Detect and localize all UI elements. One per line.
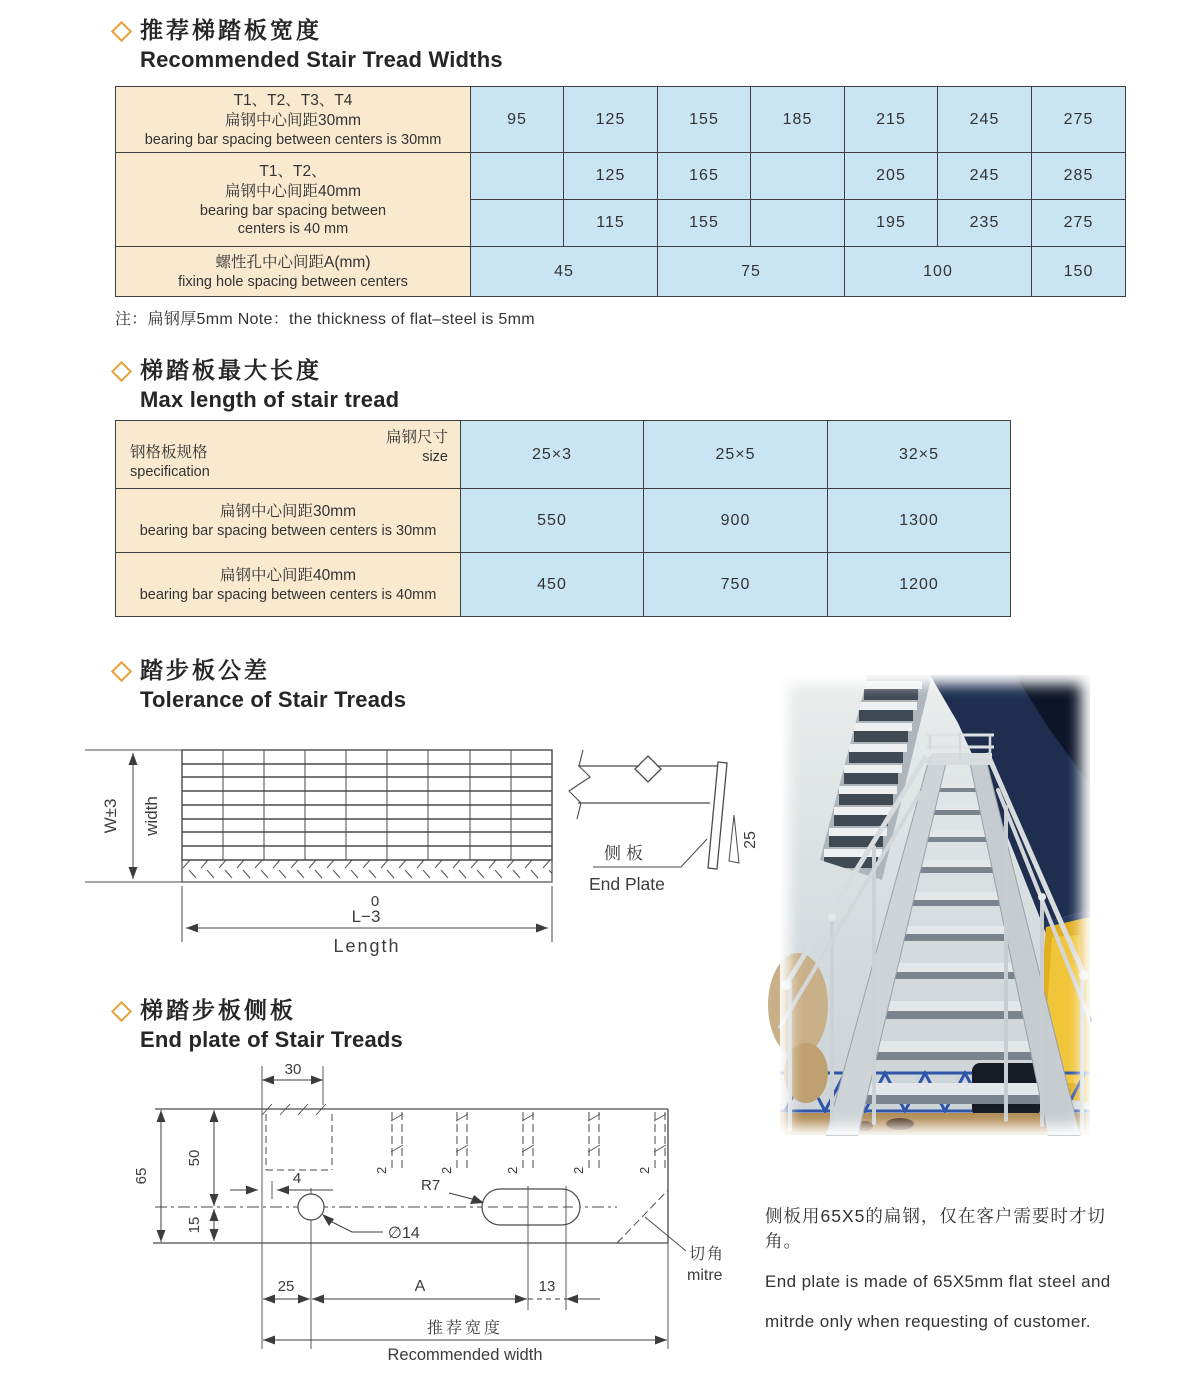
value-cell: 185 (751, 87, 845, 153)
value-cell: 1200 (828, 553, 1011, 617)
end-plate-shape (708, 762, 727, 869)
value-cell: 285 (1032, 153, 1126, 200)
dim-15: 15 (186, 1216, 203, 1234)
value-cell: 95 (471, 87, 564, 153)
plate-thickness-dim: 25 (742, 831, 759, 849)
dim-dia14: ∅14 (388, 1225, 420, 1242)
value-cell: 235 (938, 200, 1032, 247)
row-header-cell (116, 87, 471, 153)
value-cell: 550 (461, 489, 644, 553)
section-end-plate (114, 996, 403, 1054)
wedge-mark (729, 815, 739, 863)
header-line: T1、T2、T3、T4 (233, 91, 353, 109)
table-row (116, 553, 1011, 617)
value-cell: 750 (644, 553, 828, 617)
end-plate-drawing (120, 1055, 780, 1365)
diamond-bullet-icon (111, 361, 132, 382)
section-max-length (114, 356, 399, 414)
header-line: bearing bar spacing between centers is 30mm (144, 131, 442, 148)
bar-count-label: 2 (505, 1166, 520, 1174)
section1-title-zh: 推荐梯踏板宽度 (140, 17, 322, 43)
width-tolerance-label: W±3 (101, 798, 120, 834)
length-tolerance-label: L−3 (351, 907, 381, 926)
plate-outline (153, 1066, 668, 1349)
corner-bottom-en: specification (130, 464, 210, 480)
section3-title-en: Tolerance of Stair Treads (140, 687, 407, 712)
value-cell: 275 (1032, 200, 1126, 247)
value-cell: 155 (658, 87, 751, 153)
recommended-width-en: Recommended width (387, 1346, 543, 1364)
table-row (116, 489, 1011, 553)
row-header-cell (116, 489, 461, 553)
dim-65: 65 (133, 1167, 150, 1185)
value-cell: 115 (564, 200, 658, 247)
section2-title-en: Max length of stair tread (140, 387, 400, 412)
value-cell: 1300 (828, 489, 1011, 553)
slot-hole (482, 1189, 580, 1225)
bearing-bar-hidden-lines (391, 1112, 666, 1168)
value-cell: 195 (845, 200, 938, 247)
column-header-cell: 25×3 (461, 421, 644, 489)
mitre-label-en: mitre (687, 1267, 723, 1284)
diamond-bullet-icon (111, 21, 132, 42)
section1-title-en: Recommended Stair Tread Widths (140, 47, 503, 72)
section4-title-en: End plate of Stair Treads (140, 1027, 403, 1052)
header-line: 扁钢中心间距30mm (219, 502, 357, 520)
value-cell: 450 (461, 553, 644, 617)
value-cell (751, 153, 845, 200)
value-cell: 75 (658, 247, 845, 297)
dim-13: 13 (538, 1278, 556, 1295)
value-cell: 205 (845, 153, 938, 200)
recommended-width-zh: 推荐宽度 (426, 1320, 504, 1337)
end-plate-note-en1: End plate is made of 65X5mm flat steel and (765, 1272, 1111, 1291)
nosing-hatch (182, 860, 552, 882)
value-cell: 125 (564, 87, 658, 153)
section-recommended-widths (114, 16, 503, 74)
header-line: 扁钢中心间距40mm (224, 182, 362, 200)
end-plate-sketch (569, 750, 739, 869)
bar-count-label: 2 (571, 1166, 586, 1174)
dim-a: A (414, 1278, 426, 1295)
value-cell: 125 (564, 153, 658, 200)
dim-4: 4 (292, 1170, 302, 1187)
section3-title-zh: 踏步板公差 (140, 657, 270, 683)
max-length-table (115, 420, 1011, 617)
tolerance-diagram (80, 740, 770, 965)
header-line: bearing bar spacing between centers is 40mm (139, 586, 437, 603)
stairs-photo (780, 675, 1090, 1135)
header-line: centers is 40 mm (237, 220, 349, 237)
dim-r7: R7 (421, 1177, 441, 1194)
end-plate-label-zh: 侧板 (604, 844, 648, 863)
diamond-bullet-icon (111, 1001, 132, 1022)
row-header-cell (116, 153, 471, 247)
width-dimension (85, 750, 182, 882)
recommended-widths-table (115, 86, 1126, 297)
header-line: 螺性孔中心间距A(mm) (215, 253, 371, 271)
diamond-mark-icon (635, 756, 661, 782)
header-line: bearing bar spacing between (199, 202, 387, 219)
value-cell: 245 (938, 153, 1032, 200)
thickness-note: 注：扁钢厚5mm Note：the thickness of flat–steel is 5mm (115, 311, 535, 328)
bar-count-label: 2 (374, 1166, 389, 1174)
dim-25: 25 (277, 1278, 295, 1295)
column-header-cell: 32×5 (828, 421, 1011, 489)
row-header-cell (116, 247, 471, 297)
column-header-cell: 25×5 (644, 421, 828, 489)
slot-leader (449, 1193, 484, 1204)
value-cell: 150 (1032, 247, 1126, 297)
length-label: Length (333, 936, 401, 956)
end-plate-note-en2: mitrde only when requesting of customer. (765, 1312, 1091, 1331)
diamond-bullet-icon (111, 661, 132, 682)
bar-count-label: 2 (439, 1166, 454, 1174)
value-cell: 215 (845, 87, 938, 153)
header-line: 扁钢中心间距40mm (219, 566, 357, 584)
section-tolerance (114, 656, 406, 714)
notch-hidden-lines (262, 1104, 332, 1170)
width-label: width (142, 796, 161, 836)
header-line: bearing bar spacing between centers is 30mm (139, 522, 437, 539)
row-header-cell (116, 553, 461, 617)
section4-title-zh: 梯踏步板侧板 (140, 997, 296, 1023)
corner-bottom-zh: 钢格板规格 (130, 444, 208, 461)
value-cell: 155 (658, 200, 751, 247)
header-line: 扁钢中心间距30mm (224, 111, 362, 129)
diagonal-corner-cell (116, 421, 461, 489)
bar-count-label: 2 (637, 1166, 652, 1174)
grating-grid (182, 750, 552, 882)
corner-top-en: size (422, 449, 448, 465)
value-cell (751, 200, 845, 247)
end-plate-label-en: End Plate (589, 874, 665, 894)
table-row (116, 421, 1011, 489)
value-cell: 100 (845, 247, 1032, 297)
corner-top-zh: 扁钢尺寸 (385, 429, 448, 446)
header-line: fixing hole spacing between centers (178, 273, 408, 290)
value-cell (471, 200, 564, 247)
stairs-photo-art (780, 675, 1090, 1135)
value-cell: 900 (644, 489, 828, 553)
value-cell: 245 (938, 87, 1032, 153)
table-row (116, 153, 1126, 200)
value-cell (471, 153, 564, 200)
table-row (116, 87, 1126, 153)
dim-50: 50 (186, 1149, 203, 1167)
mitre-lines (617, 1190, 686, 1251)
end-plate-note (765, 1203, 1125, 1350)
value-cell: 165 (658, 153, 751, 200)
hole-leader (322, 1214, 383, 1232)
table-row (116, 247, 1126, 297)
fixing-hole (298, 1194, 324, 1220)
header-line: T1、T2、 (259, 162, 327, 180)
dim-30: 30 (284, 1061, 302, 1078)
end-plate-note-zh: 侧板用65X5的扁钢，仅在客户需要时才切角。 (765, 1206, 1106, 1251)
value-cell: 45 (471, 247, 658, 297)
section2-title-zh: 梯踏板最大长度 (140, 357, 322, 383)
length-tolerance-sup: 0 (370, 893, 380, 910)
mitre-label-zh: 切角 (689, 1246, 726, 1263)
value-cell: 275 (1032, 87, 1126, 153)
